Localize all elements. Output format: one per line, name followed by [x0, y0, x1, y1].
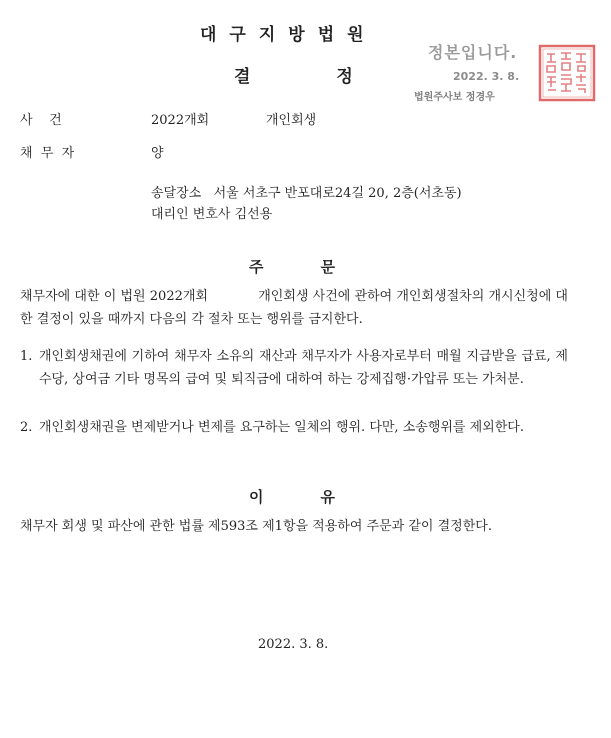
order-item-number: 1. — [20, 349, 33, 364]
debtor-label: 채 무 자 — [20, 146, 75, 161]
court-name: 대구지방법원 — [200, 25, 377, 45]
decision-date: 2022. 3. 8. — [258, 637, 329, 652]
certification-clerk: 법원주사보 정경우 — [414, 92, 495, 103]
order-item — [20, 345, 568, 391]
order-text: 채무자에 대한 이 법원 2022개회 개인회생 사건에 관하여 개인회생절차의 개시신청에 대한 결정이 있을 때까지 다음의 각 절차 또는 행위를 금지한다. — [20, 289, 568, 327]
order-heading: 주문 — [249, 258, 392, 276]
order-item — [20, 416, 568, 439]
certified-copy-stamp: 정본입니다. — [428, 43, 518, 62]
reason-text: 채무자 회생 및 파산에 관한 법률 제593조 제1항을 적용하여 주문과 같이 결정한다. — [20, 519, 492, 534]
legal-agent: 대리인 변호사 김선용 — [151, 207, 273, 222]
service-address: 송달장소 서울 서초구 반포대로24길 20, 2층(서초동) — [151, 186, 462, 201]
document-title: 결정 — [234, 67, 439, 87]
certification-date: 2022. 3. 8. — [453, 70, 520, 83]
order-item-number: 2. — [20, 420, 33, 435]
case-label: 사 건 — [20, 113, 62, 128]
order-item-text: 개인회생채권을 변제받거나 변제를 요구하는 일체의 행위. 다만, 소송행위를 제외한다. — [39, 420, 524, 435]
case-number: 2022개회 — [151, 113, 210, 128]
order-item-text: 개인회생채권에 기하여 채무자 소유의 재산과 채무자가 사용자로부터 매월 지급받을 급료, 제수당, 상여금 기타 명목의 급여 및 퇴직금에 대하여 하는 강제집행·가압류 또는 가처분. — [39, 349, 568, 387]
case-name: 개인회생 — [266, 113, 317, 128]
reason-heading: 이유 — [249, 488, 392, 506]
court-seal-icon — [538, 44, 596, 102]
debtor-name: 양 — [151, 146, 164, 161]
